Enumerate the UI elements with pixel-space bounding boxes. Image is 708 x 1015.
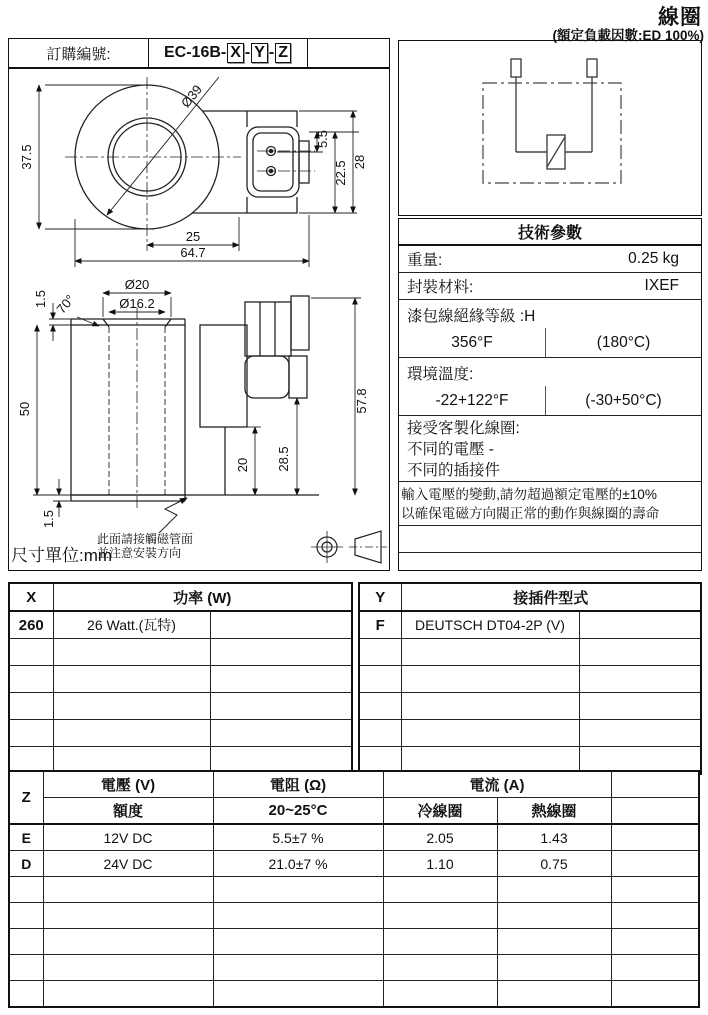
order-code-y: Y — [251, 43, 268, 63]
order-code — [149, 39, 308, 67]
table-row: F DEUTSCH DT04-2P (V) — [359, 611, 701, 639]
schematic-wiring — [516, 77, 592, 169]
tech-empty-row — [399, 526, 701, 553]
side-view-dimension-labels — [17, 277, 369, 528]
dim-28-5: 28.5 — [276, 446, 291, 472]
page-subtitle: (額定負載因數:ED 100%) — [552, 28, 704, 43]
table-row — [9, 639, 352, 666]
dim-50: 50 — [17, 401, 32, 417]
x-table-title: 功率 (W) — [53, 583, 352, 611]
page-title: 線圈 — [658, 6, 702, 29]
table-row: E 12V DC 5.5±7 % 2.05 1.43 — [9, 824, 699, 851]
dim-d16-2: Ø16.2 — [119, 296, 155, 311]
table-row — [9, 955, 699, 981]
dim-20: 20 — [235, 457, 250, 473]
y-table-header-row — [359, 583, 701, 611]
order-code-sep2: - — [268, 44, 275, 61]
schematic-enclosure — [483, 83, 621, 183]
material-value: IXEF — [644, 277, 679, 294]
insulation-row — [399, 300, 701, 358]
current-header: 電流 (A) — [383, 771, 611, 798]
coil-side-view — [33, 293, 361, 533]
insulation-celsius: (180°C) — [596, 333, 651, 351]
customization-note — [399, 416, 701, 482]
dim-1-5-bottom: 1.5 — [41, 509, 56, 529]
mount-note-line2: 並注意安裝方向 — [97, 546, 182, 560]
z-table-key: Z — [9, 771, 43, 824]
power-option-table — [8, 582, 353, 775]
tech-empty-row — [399, 553, 701, 578]
tech-table-title: 技術參數 — [399, 219, 701, 246]
table-row — [9, 666, 352, 693]
z-table-empty-header — [611, 771, 699, 798]
dim-5-5: 5.5 — [315, 129, 330, 149]
drawing-notes — [11, 531, 193, 565]
dim-d20: Ø20 — [124, 277, 150, 292]
customization-line2: 不同的電壓 - — [407, 440, 494, 458]
table-row — [9, 720, 352, 747]
order-code-z: Z — [275, 43, 291, 63]
dimension-drawing — [9, 69, 388, 569]
weight-value: 0.25 kg — [628, 250, 679, 267]
cold-coil-header: 冷線圈 — [383, 798, 497, 825]
dim-64-7: 64.7 — [180, 245, 206, 260]
ambient-row — [399, 358, 701, 416]
insulation-fahrenheit: 356°F — [399, 328, 546, 357]
ambient-label: 環境溫度: — [407, 366, 474, 383]
rated-header: 額度 — [43, 798, 213, 825]
table-row — [359, 693, 701, 720]
dim-1-5-top: 1.5 — [33, 289, 48, 309]
table-row — [9, 903, 699, 929]
table-row — [9, 981, 699, 1008]
coil-schematic-box — [398, 40, 702, 216]
x-table-header-row — [9, 583, 352, 611]
x-table-key: X — [9, 583, 53, 611]
voltage-header: 電壓 (V) — [43, 771, 213, 798]
customization-line3: 不同的插接件 — [407, 461, 501, 479]
technical-parameters-table — [398, 218, 702, 571]
temp-header: 20~25°C — [213, 798, 383, 825]
customization-line1: 接受客製化線圈: — [407, 420, 520, 437]
coil-schematic — [399, 41, 700, 214]
hot-coil-header: 熱線圈 — [497, 798, 611, 825]
projection-symbol-icon — [311, 531, 387, 563]
connector-option-table — [358, 582, 702, 775]
y-table-title: 接插件型式 — [401, 583, 701, 611]
z-table-header-row2 — [9, 798, 699, 825]
table-row: D 24V DC 21.0±7 % 1.10 0.75 — [9, 851, 699, 877]
insulation-label: 漆包線絕緣等級 :H — [407, 308, 536, 325]
order-number-box — [8, 38, 390, 68]
y-table-key: Y — [359, 583, 401, 611]
weight-label: 重量: — [407, 252, 443, 269]
dim-57-8: 57.8 — [354, 388, 369, 414]
ambient-celsius: (-30+50°C) — [585, 391, 662, 409]
dim-70deg: 70° — [53, 291, 78, 317]
order-number-label: 訂購編號: — [9, 39, 149, 67]
weight-row — [399, 246, 701, 273]
mount-note-line1: 此面請接觸磁管面 — [97, 532, 194, 546]
table-row — [359, 720, 701, 747]
table-row — [9, 929, 699, 955]
dim-37-5: 37.5 — [19, 144, 34, 170]
table-row — [9, 877, 699, 903]
order-code-sep1: - — [244, 44, 251, 61]
dim-25: 25 — [185, 229, 201, 244]
dim-28: 28 — [352, 154, 367, 170]
table-row — [359, 639, 701, 666]
voltage-warning-note — [399, 482, 701, 526]
ambient-fahrenheit: -22+122°F — [399, 386, 546, 415]
z-table-empty-header — [611, 798, 699, 825]
order-empty-cell — [308, 39, 389, 67]
table-row — [359, 666, 701, 693]
material-row — [399, 273, 701, 300]
dimension-drawing-box — [8, 68, 390, 571]
warning-line1: 輸入電壓的變動,請勿超過額定電壓的±10% — [401, 487, 657, 502]
material-label: 封裝材料: — [407, 279, 474, 296]
order-code-prefix: EC-16B- — [163, 44, 227, 61]
warning-line2: 以確保電磁方向閥正常的動作與線圈的壽命 — [401, 506, 660, 522]
schematic-terminals — [511, 59, 597, 77]
dim-22-5: 22.5 — [333, 160, 348, 186]
z-table-header-row1 — [9, 771, 699, 798]
dim-d39: Ø39 — [177, 81, 206, 111]
voltage-spec-table — [8, 770, 700, 1008]
table-row: 260 26 Watt.(瓦特) — [9, 611, 352, 639]
order-code-x: X — [227, 43, 244, 63]
unit-note: 尺寸單位:mm — [11, 546, 113, 565]
table-row — [9, 693, 352, 720]
resistance-header: 電阻 (Ω) — [213, 771, 383, 798]
